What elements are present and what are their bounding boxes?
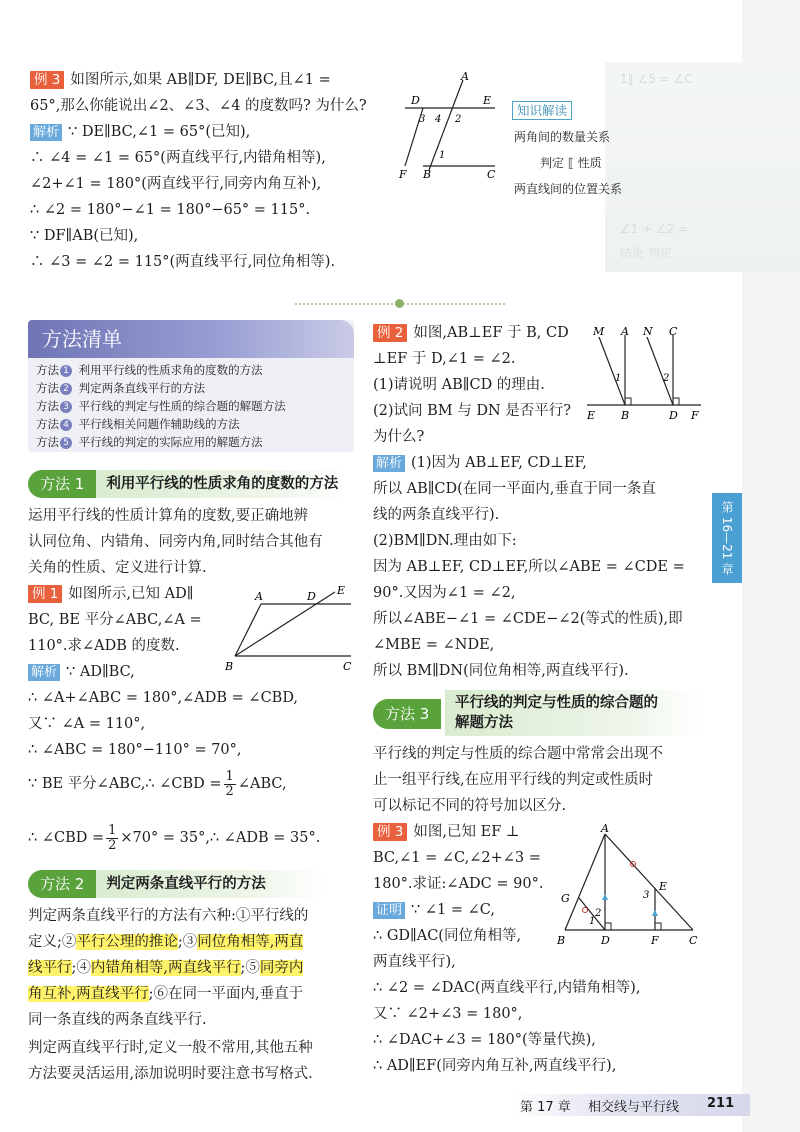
fig-label: G bbox=[561, 892, 570, 905]
proof-tag: 证明 bbox=[373, 902, 405, 919]
fig-label: 3 bbox=[643, 890, 650, 901]
example2-analysis: 因为 AB⊥EF, CD⊥EF,所以∠ABE = ∠CDE = bbox=[373, 559, 685, 575]
method-list-item[interactable]: 方法 1 利用平行线的性质求角的度数的方法 bbox=[36, 363, 263, 377]
example3-figure bbox=[395, 70, 505, 180]
example2-analysis: (2)BM∥DN.理由如下: bbox=[373, 533, 517, 549]
fig-label: 2 bbox=[595, 908, 602, 919]
example2-line: ⊥EF 于 D,∠1 = ∠2. bbox=[373, 351, 516, 367]
method3-example: 例 3 如图,已知 EF ⊥ bbox=[373, 822, 520, 842]
ghost-text: 1∥ ∠5 = ∠C bbox=[620, 72, 693, 86]
fig-label: B bbox=[423, 168, 432, 180]
fig-label: E bbox=[483, 94, 492, 107]
method3-figure bbox=[555, 822, 705, 946]
analysis-tag: 解析 bbox=[30, 124, 62, 141]
method3-proof: 证明 ∵ ∠1 = ∠C, bbox=[373, 900, 495, 920]
ghost-text: 结论 判定 bbox=[620, 246, 672, 260]
fig-label: D bbox=[601, 934, 610, 946]
knowledge-line: 判定 ⟦ 性质 bbox=[540, 156, 602, 170]
fig-label: D bbox=[411, 94, 420, 107]
fig-label: M bbox=[593, 325, 605, 338]
example2-analysis: 解析 (1)因为 AB⊥EF, CD⊥EF, bbox=[373, 453, 587, 473]
example3-line: 解析 ∵ DE∥BC,∠1 = 65°(已知), bbox=[30, 122, 250, 142]
method3-intro: 可以标记不同的符号加以区分. bbox=[373, 798, 567, 814]
method1-intro: 运用平行线的性质计算角的度数,要正确地辨 bbox=[28, 508, 309, 524]
fig-label: C bbox=[343, 660, 352, 673]
example2-line: 例 2 如图,AB⊥EF 于 B, CD bbox=[373, 323, 569, 343]
method3-proof: ∴ AD∥EF(同旁内角互补,两直线平行), bbox=[373, 1058, 617, 1074]
method1-fraction-line: ∴ ∠CBD = $\frac{1}{2}$ ×70° = 35°,∴ ∠ADB = 35°. bbox=[28, 822, 321, 853]
method1-header bbox=[28, 470, 348, 498]
method2-line: 同一条直线的两条直线平行. bbox=[28, 1012, 207, 1028]
fig-label: A bbox=[601, 822, 609, 835]
fig-label: 3 bbox=[419, 114, 426, 125]
fig-label: 2 bbox=[455, 114, 462, 125]
method3-example: BC,∠1 = ∠C,∠2+∠3 = bbox=[373, 850, 541, 866]
method1-analysis: 又∵ ∠A = 110°, bbox=[28, 716, 146, 732]
example-tag: 例 3 bbox=[30, 71, 64, 89]
knowledge-line: 两角间的数量关系 bbox=[514, 130, 611, 144]
fig-label: F bbox=[399, 168, 407, 180]
knowledge-tag: 知识解读 bbox=[512, 101, 572, 120]
example3-line: ∴ ∠2 = 180°−∠1 = 180°−65° = 115°. bbox=[30, 202, 311, 218]
knowledge-box bbox=[512, 100, 690, 126]
method1-title: 利用平行线的性质求角的度数的方法 bbox=[96, 470, 348, 498]
method3-header bbox=[373, 690, 703, 736]
fig-label: C bbox=[487, 168, 496, 180]
method3-proof: ∴ ∠DAC+∠3 = 180°(等量代换), bbox=[373, 1032, 596, 1048]
fig-label: A bbox=[621, 325, 629, 338]
method1-example: BC, BE 平分∠ABC,∠A = bbox=[28, 612, 202, 628]
fig-label: B bbox=[557, 934, 566, 946]
method-list-item[interactable]: 方法 4 平行线相关问题作辅助线的方法 bbox=[36, 417, 240, 431]
method3-example: 180°.求证:∠ADC = 90°. bbox=[373, 876, 544, 892]
method1-example: 110°.求∠ADB 的度数. bbox=[28, 638, 180, 654]
example3-line: 例 3 如图所示,如果 AB∥DF, DE∥BC,且∠1 = bbox=[30, 70, 331, 90]
fig-label: E bbox=[587, 409, 596, 422]
example2-line: (1)请说明 AB∥CD 的理由. bbox=[373, 377, 545, 393]
example2-analysis: 所以 AB∥CD(在同一平面内,垂直于同一条直 bbox=[373, 481, 656, 497]
method-list-title: 方法清单 bbox=[28, 320, 354, 358]
method3-label: 方法 3 bbox=[373, 699, 441, 729]
method-list-item[interactable]: 方法 3 平行线的判定与性质的综合题的解题方法 bbox=[36, 399, 286, 413]
example2-analysis: 所以∠ABE−∠1 = ∠CDE−∠2(等式的性质),即 bbox=[373, 611, 683, 627]
method2-line: 方法要灵活运用,添加说明时要注意书写格式. bbox=[28, 1066, 313, 1082]
fig-label: A bbox=[461, 70, 469, 83]
example3-line: ∴ ∠4 = ∠1 = 65°(两直线平行,内错角相等), bbox=[30, 150, 326, 166]
chapter-side-tab[interactable]: 第 16—21 章 bbox=[712, 493, 742, 583]
method3-proof: 两直线平行), bbox=[373, 954, 456, 970]
method3-title: 平行线的判定与性质的综合题的 解题方法 bbox=[445, 690, 703, 736]
example-tag: 例 3 bbox=[373, 823, 407, 841]
method2-title: 判定两条直线平行的方法 bbox=[96, 870, 326, 898]
faded-background-panel bbox=[605, 62, 800, 272]
method1-fraction-line: ∵ BE 平分∠ABC,∴ ∠CBD = $\frac{1}{2}$ ∠ABC, bbox=[28, 768, 287, 799]
example2-analysis: ∠MBE = ∠NDE, bbox=[373, 637, 495, 653]
method2-label: 方法 2 bbox=[28, 870, 96, 898]
analysis-tag: 解析 bbox=[373, 455, 405, 472]
method3-proof: 又∵ ∠2+∠3 = 180°, bbox=[373, 1006, 523, 1022]
example3-line: ∠2+∠1 = 180°(两直线平行,同旁内角互补), bbox=[30, 176, 322, 192]
example3-line: ∴ ∠3 = ∠2 = 115°(两直线平行,同位角相等). bbox=[30, 254, 336, 270]
footer-chapter: 第 17 章 bbox=[520, 1100, 571, 1115]
example2-line: 为什么? bbox=[373, 429, 425, 445]
method1-label: 方法 1 bbox=[28, 470, 96, 498]
example2-analysis: 90°.又因为∠1 = ∠2, bbox=[373, 585, 516, 601]
method3-proof: ∴ GD∥AC(同位角相等, bbox=[373, 928, 522, 944]
method2-line: 定义;②平行公理的推论;③同位角相等,两直 bbox=[28, 934, 304, 950]
method1-analysis: 解析 ∵ AD∥BC, bbox=[28, 662, 135, 682]
footer-title: 相交线与平行线 bbox=[588, 1100, 680, 1115]
method3-intro: 止一组平行线,在应用平行线的判定或性质时 bbox=[373, 772, 654, 788]
method2-header bbox=[28, 870, 326, 898]
example2-analysis: 线的两条直线平行). bbox=[373, 507, 500, 523]
knowledge-line: 两直线间的位置关系 bbox=[514, 182, 623, 196]
example2-figure bbox=[585, 323, 705, 423]
fig-label: N bbox=[643, 325, 653, 338]
example-tag: 例 1 bbox=[28, 585, 62, 603]
example-tag: 例 2 bbox=[373, 324, 407, 342]
example2-analysis: 所以 BM∥DN(同位角相等,两直线平行). bbox=[373, 663, 629, 679]
method1-analysis: ∴ ∠A+∠ABC = 180°,∠ADB = ∠CBD, bbox=[28, 690, 299, 706]
fig-label: B bbox=[621, 409, 630, 422]
fig-label: 2 bbox=[663, 373, 670, 384]
method2-line: 线平行;④内错角相等,两直线平行;⑤同旁内 bbox=[28, 960, 304, 976]
fraction: $\frac{1}{2}$ bbox=[225, 768, 234, 799]
method1-figure bbox=[225, 586, 360, 674]
method1-intro: 认同位角、内错角、同旁内角,同时结合其他有 bbox=[28, 534, 323, 550]
method-list-item[interactable]: 方法 2 判定两条直线平行的方法 bbox=[36, 381, 206, 395]
fig-label: 1 bbox=[589, 916, 596, 927]
method2-line: 判定两直线平行时,定义一般不常用,其他五种 bbox=[28, 1040, 313, 1056]
example3-line: 65°,那么你能说出∠2、∠3、∠4 的度数吗? 为什么? bbox=[30, 98, 367, 114]
fraction: $\frac{1}{2}$ bbox=[108, 822, 117, 853]
fig-label: 1 bbox=[439, 150, 446, 161]
fig-label: 4 bbox=[435, 114, 442, 125]
method1-analysis: ∴ ∠ABC = 180°−110° = 70°, bbox=[28, 742, 242, 758]
fig-label: A bbox=[255, 590, 263, 603]
example3-line: ∵ DF∥AB(已知), bbox=[30, 228, 139, 244]
fig-label: F bbox=[691, 409, 699, 422]
method-list-item[interactable]: 方法 5 平行线的判定的实际应用的解题方法 bbox=[36, 435, 263, 449]
fig-label: C bbox=[689, 934, 698, 946]
ghost-text: ∠1 + ∠2 = bbox=[620, 222, 689, 236]
fig-label: 1 bbox=[615, 373, 622, 384]
fig-label: D bbox=[669, 409, 678, 422]
fig-label: B bbox=[225, 660, 234, 673]
fig-label: C bbox=[669, 325, 678, 338]
method1-example: 例 1 如图所示,已知 AD∥ bbox=[28, 584, 193, 604]
page-number: 211 bbox=[707, 1096, 735, 1111]
method1-intro: 关角的性质、定义进行计算. bbox=[28, 560, 207, 576]
method3-intro: 平行线的判定与性质的综合题中常常会出现不 bbox=[373, 746, 663, 762]
method2-line: 判定两条直线平行的方法有六种:①平行线的 bbox=[28, 908, 309, 924]
analysis-tag: 解析 bbox=[28, 664, 60, 681]
fig-label: E bbox=[337, 586, 346, 597]
fig-label: E bbox=[659, 880, 668, 893]
fig-label: D bbox=[307, 590, 316, 603]
divider-dot bbox=[395, 299, 404, 308]
fig-label: F bbox=[651, 934, 659, 946]
method2-line: 角互补,两直线平行;⑥在同一平面内,垂直于 bbox=[28, 986, 304, 1002]
method3-proof: ∴ ∠2 = ∠DAC(两直线平行,内错角相等), bbox=[373, 980, 641, 996]
example2-line: (2)试问 BM 与 DN 是否平行? bbox=[373, 403, 572, 419]
